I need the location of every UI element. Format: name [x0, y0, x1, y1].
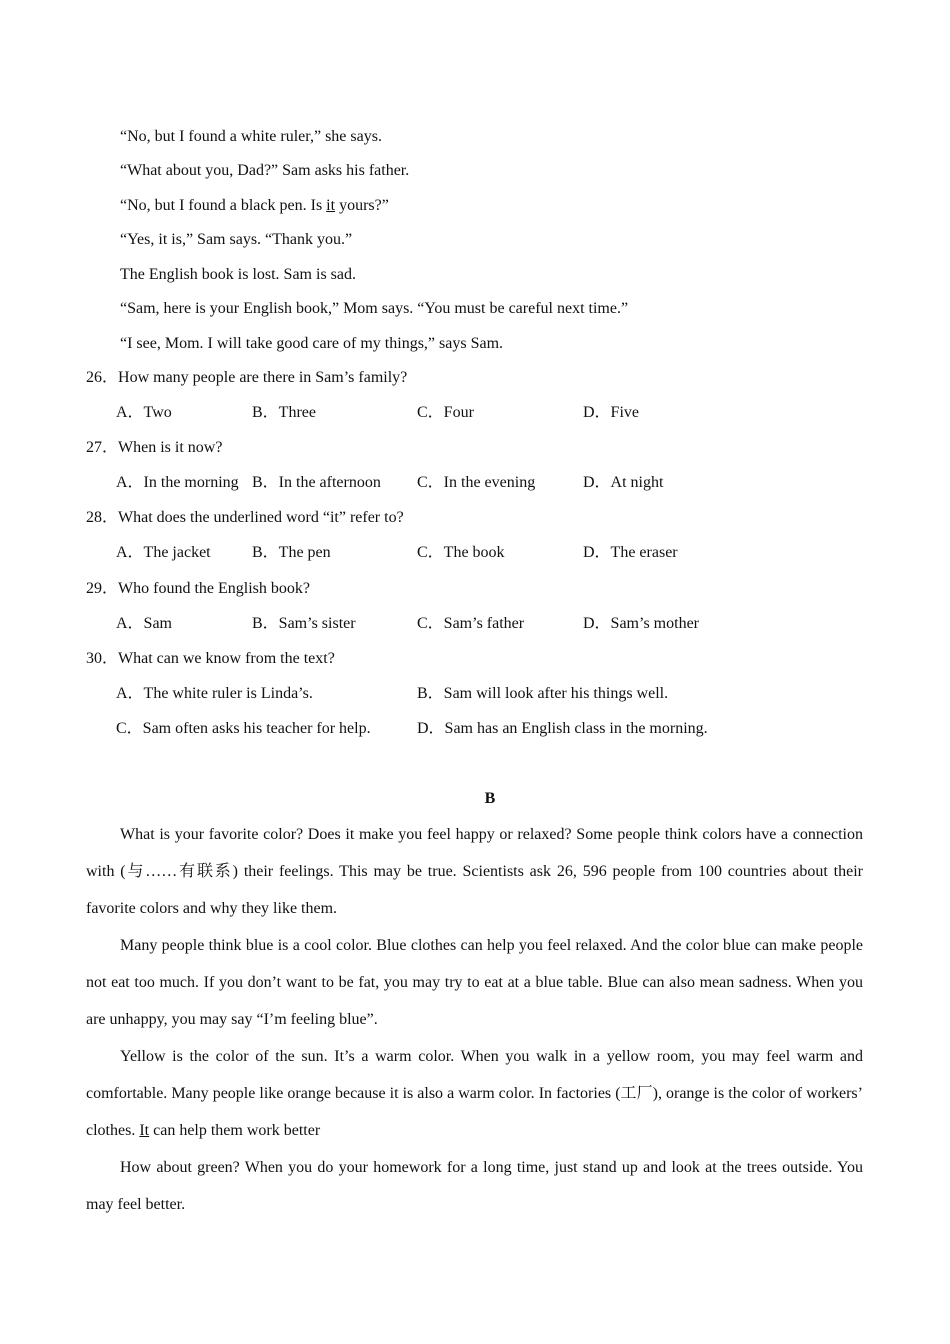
question-text: Who found the English book?: [118, 580, 310, 597]
option-d: D．Sam has an English class in the morning.: [417, 720, 708, 737]
question-number: 30．: [86, 650, 119, 667]
question-30: [86, 649, 335, 669]
option-c: C．Sam’s father: [417, 615, 525, 632]
option-d: D．At night: [583, 474, 664, 491]
option-a: A．In the morning: [116, 474, 239, 491]
question-27: [86, 438, 222, 458]
story-text: “No, but I found a black pen. Is: [120, 197, 327, 214]
paragraph-1: What is your favorite color? Does it make you feel happy or relaxed? Some people think colors have a connection with (与……有联系) their feelings. This may be true. Scientists ask 26, 596 people from 100 countries about their favorite colors and why they like them.: [86, 826, 863, 917]
option-c: C．The book: [417, 544, 505, 561]
option-a: A．The white ruler is Linda’s.: [116, 685, 313, 702]
question-text: When is it now?: [118, 439, 223, 456]
option-b: B．The pen: [252, 544, 331, 561]
option-a: A．The jacket: [116, 544, 211, 561]
question-text: What does the underlined word “it” refer to?: [118, 509, 404, 526]
question-text: How many people are there in Sam’s family?: [118, 369, 408, 386]
option-b: B．Sam will look after his things well.: [417, 685, 669, 702]
section-heading: B: [484, 790, 496, 807]
option-a: A．Two: [116, 404, 172, 421]
underlined-word-it: it: [326, 197, 336, 214]
story-line: “What about you, Dad?” Sam asks his father.: [120, 162, 410, 179]
option-d: D．Sam’s mother: [583, 615, 699, 632]
option-b: B．Sam’s sister: [252, 615, 356, 632]
paragraph-3: [86, 1038, 863, 1149]
story-line: The English book is lost. Sam is sad.: [120, 266, 356, 283]
question-number: 27．: [86, 439, 119, 456]
option-d: D．Five: [583, 404, 640, 421]
paragraph-4: How about green? When you do your homework for a long time, just stand up and look at the trees outside. You may feel better.: [86, 1159, 863, 1213]
story-line: [120, 196, 389, 216]
question-26: [86, 368, 407, 388]
story-line: “Yes, it is,” Sam says. “Thank you.”: [120, 231, 353, 248]
question-number: 28．: [86, 509, 119, 526]
underlined-word-it: It: [139, 1122, 150, 1139]
story-line: “No, but I found a white ruler,” she says.: [120, 128, 382, 145]
question-number: 29．: [86, 580, 119, 597]
story-line: “I see, Mom. I will take good care of my things,” says Sam.: [120, 335, 504, 352]
story-line: “Sam, here is your English book,” Mom says. “You must be careful next time.”: [120, 300, 629, 317]
question-29: [86, 579, 310, 599]
paragraph-text: can help them work better: [149, 1122, 321, 1139]
option-b: B．Three: [252, 404, 316, 421]
question-text: What can we know from the text?: [118, 650, 335, 667]
option-c: C．Four: [417, 404, 474, 421]
passage-b: [86, 816, 863, 1223]
paragraph-text: Yellow is the color of the sun. It’s a warm color. When you walk in a yellow room, you may feel warm and comfortable. Many people like orange because it is also a warm color. In factories (工厂), orange is the color of workers’ clothes.: [86, 1048, 863, 1139]
question-28: [86, 508, 404, 528]
option-c: C．In the evening: [417, 474, 536, 491]
option-a: A．Sam: [116, 615, 173, 632]
option-c: C．Sam often asks his teacher for help.: [116, 720, 371, 737]
paragraph-2: Many people think blue is a cool color. Blue clothes can help you feel relaxed. And the color blue can make people not eat too much. If you don’t want to be fat, you may try to eat at a blue table. Blue can also mean sadness. When you are unhappy, you may say “I’m feeling blue”.: [86, 937, 863, 1028]
option-d: D．The eraser: [583, 544, 678, 561]
story-text: yours?”: [335, 197, 389, 214]
option-b: B．In the afternoon: [252, 474, 381, 491]
question-number: 26．: [86, 369, 119, 386]
